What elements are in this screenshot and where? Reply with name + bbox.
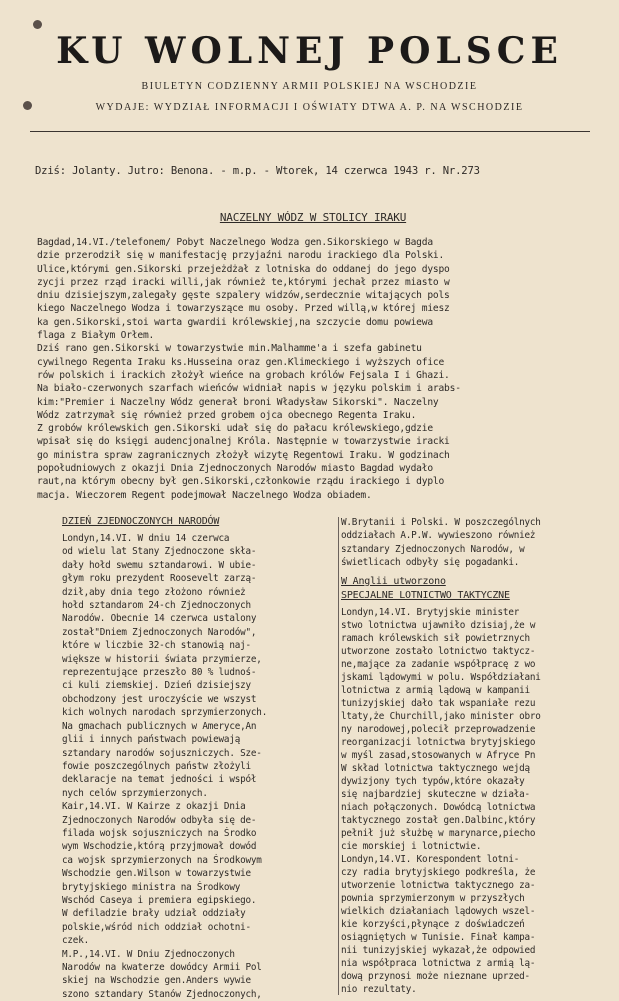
right-column-headline: SPECJALNE LOTNICTWO TAKTYCZNE xyxy=(341,590,510,601)
right-column-kicker: W Anglii utworzono xyxy=(341,576,446,587)
article-line: sztandary narodów sojuszniczych. Sze- xyxy=(62,747,262,759)
article-line: Narodów. Obecnie 14 czerwca ustalony xyxy=(62,613,257,625)
article-line: pownia sprzymierzonym w przyszłych xyxy=(341,893,525,904)
article-line: dową przynosi może nieznane uprzed- xyxy=(341,971,530,982)
article-line: świetlicach odbyły się pogadanki. xyxy=(341,557,520,569)
article-line: dził,aby dnia tego złożono również xyxy=(62,586,246,598)
article-line: nii tunizyjskiej wykazał,że odpowied xyxy=(341,945,536,956)
article-line: Zjednoczonych Narodów odbyła się de- xyxy=(62,814,257,826)
article-line: Wschód Caseya i premiera egipskiego. xyxy=(62,894,257,906)
right-column-article xyxy=(341,606,617,996)
article-line: większe w historii świata przymierze, xyxy=(62,653,262,665)
article-line: utworzone zostało lotnictwo taktycz- xyxy=(341,646,536,657)
left-column-headline: DZIEŃ ZJEDNOCZONYCH NARODÓW xyxy=(62,516,220,527)
article-line: ramach królewskich sił powietrznych xyxy=(341,633,530,644)
article-line: szono sztandary Stanów Zjednoczonych, xyxy=(62,988,262,1000)
article-line: Z grobów królewskich gen.Sikorski udał się do pałacu królewskiego,gdzie xyxy=(37,423,433,435)
article-line: wielkich działaniach lądowych wszel- xyxy=(341,906,536,917)
article-line: fowie poszczególnych państw złożyli xyxy=(62,760,251,772)
article-line: flaga z Białym Orłem. xyxy=(37,330,155,342)
article-line: głym roku prezydent Roosevelt zarzą- xyxy=(62,573,257,585)
masthead-subtitle: BIULETYN CODZIENNY ARMII POLSKIEJ NA WSCHODZIE xyxy=(141,81,478,92)
article-line: cywilnego Regenta Iraku ks.Husseina oraz gen.Klimeckiego i wyższych ofice xyxy=(37,356,445,368)
article-line: ne,mające za zadanie współpracę z wo xyxy=(341,659,536,670)
article-line: jskami lądowymi w polu. Współdziałani xyxy=(341,672,541,683)
article-line: nia współpraca lotnictwa z armią lą- xyxy=(341,958,536,969)
article-line: się najbardziej skuteczne w działa- xyxy=(341,789,530,800)
article-line: dzie przerodził się w manifestację przyjaźni narodu irackiego dla Polski. xyxy=(37,250,445,262)
masthead-title: KU WOLNEJ POLSCE xyxy=(56,30,563,72)
article-line: ca wojsk sprzymierzonych na Środkowym xyxy=(62,854,262,866)
left-column-article xyxy=(62,532,337,1001)
masthead-rule xyxy=(30,131,590,132)
article-line: glii i innych państwach powiewają xyxy=(62,734,241,746)
article-line: dały hołd swemu sztandarowi. W ubie- xyxy=(62,559,257,571)
article-line: Kair,14.VI. W Kairze z okazji Dnia xyxy=(62,801,246,813)
article-line: obchodzony jest uroczyście we wszyst xyxy=(62,693,257,705)
article-line: czek. xyxy=(62,935,89,947)
article-line: popołudniowych z okazji Dnia Zjednoczonych Narodów miasto Bagdad wydało xyxy=(37,463,433,475)
article-line: raut,na którym obecny był gen.Sikorski,członkowie rządu irackiego i dyplo xyxy=(37,476,445,488)
article-line: został"Dniem Zjednoczonych Narodów", xyxy=(62,626,257,638)
article-line: reprezentujące przeszło 80 % ludnoś- xyxy=(62,667,257,679)
article-line: go ministra spraw zagranicznych złożył wizytę Regentowi Iraku. W godzinach xyxy=(37,449,450,461)
article-line: polskie,wśród nich oddział ochotni- xyxy=(62,921,251,933)
article-line: W defiladzie brały udział oddziały xyxy=(62,908,246,920)
article-line: wpisał się do księgi audencjonalnej Króla. Następnie w towarzystwie iracki xyxy=(37,436,450,448)
article-line: dywizjony tych typów,które okazały xyxy=(341,776,525,787)
article-line: Londyn,14.VI. W dniu 14 czerwca xyxy=(62,533,230,544)
article-line: Wschodzie gen.Wilson w towarzystwie xyxy=(62,868,251,880)
article-line: lotnictwa z armią lądową w kampanii xyxy=(341,685,530,696)
article-line: które w liczbie 32-ch stanowią naj- xyxy=(62,640,251,652)
article-line: zycji przez rząd iracki willi,jak również te,którymi jechał przez miasto w xyxy=(37,276,450,288)
article-line: dniu dzisiejszym,zalegały gęste szpalery widzów,serdecznie witających pols xyxy=(37,290,450,302)
article-line: M.P.,14.VI. W Dniu Zjednoczonych xyxy=(62,948,235,960)
article-line: filada wojsk sojuszniczych na Środko xyxy=(62,827,257,839)
article-line: ny narodowej,polecił przeprowadzenie xyxy=(341,724,536,735)
article-line: W skład lotnictwa taktycznego wejdą xyxy=(341,763,530,774)
article-line: macja. Wieczorem Regent podejmował Naczelnego Wodza obiadem. xyxy=(37,489,372,501)
article-line: ci kuli ziemskiej. Dzień dzisiejszy xyxy=(62,680,251,692)
column-divider xyxy=(338,517,339,995)
article-line: osiągniętych w Tunisie. Finał kampa- xyxy=(341,932,536,943)
lead-article xyxy=(37,236,615,502)
article-line: rów polskich i irackich złożył wieńce na grobach królów Fejsala I i Ghazi. xyxy=(37,369,450,381)
dateline: Dziś: Jolanty. Jutro: Benona. - m.p. - Wtorek, 14 czerwca 1943 r. Nr.273 xyxy=(35,165,480,177)
article-line: tunizyjskiej dało tak wspaniałe rezu xyxy=(341,698,536,709)
article-line: W.Brytanii i Polski. W poszczególnych xyxy=(341,517,541,528)
article-line: Dziś rano gen.Sikorski w towarzystwie min.Malhamme'a i szefa gabinetu xyxy=(37,343,422,355)
article-line: ka gen.Sikorski,stoi warta gwardii królewskiej,na szczycie domu powiewa xyxy=(37,316,433,328)
article-line: taktycznego został gen.Dalbinc,który xyxy=(341,815,536,826)
article-line: brytyjskiego ministra na Środkowy xyxy=(62,881,241,893)
article-line: hołd sztandarom 24-ch Zjednoczonych xyxy=(62,600,251,612)
article-line: niach połączonych. Dowódcą lotnictwa xyxy=(341,802,536,813)
article-line: kiego Naczelnego Wodza i towarzyszące mu osoby. Przed willą,w której miesz xyxy=(37,303,450,315)
article-line: ltaty,że Churchill,jako minister obro xyxy=(341,711,541,722)
article-line: nio rezultaty. xyxy=(341,984,417,995)
article-line: Londyn,14.VI. Korespondent lotni- xyxy=(341,854,520,865)
article-line: w myśl zasad,stosowanych w Afryce Pn xyxy=(341,750,536,761)
article-line: kich wolnych narodach sprzymierzonych. xyxy=(62,707,268,719)
lead-headline: NACZELNY WÓDZ W STOLICY IRAKU xyxy=(219,211,407,224)
article-line: utworzenie lotnictwa taktycznego za- xyxy=(341,880,536,891)
masthead-publisher: WYDAJE: WYDZIAŁ INFORMACJI I OŚWIATY DTWA A. P. NA WSCHODZIE xyxy=(95,102,524,113)
article-line: skiej na Wschodzie gen.Anders wywie xyxy=(62,975,251,987)
article-line: pełnił już służbę w marynarce,piecho xyxy=(341,828,536,839)
right-column-top-article xyxy=(341,516,617,570)
article-line: Wódz zatrzymał się również przed grobem ojca obecnego Regenta Iraku. xyxy=(37,409,417,421)
article-line: Na gmachach publicznych w Ameryce,An xyxy=(62,720,257,732)
article-line: oddziałach A.P.W. wywieszono również xyxy=(341,530,536,542)
article-line: Londyn,14.VI. Brytyjskie minister xyxy=(341,607,520,618)
article-line: kim:"Premier i Naczelny Wódz generał broni Władysław Sikorski". Naczelny xyxy=(37,396,439,408)
article-line: stwo lotnictwa ujawniło dzisiaj,że w xyxy=(341,620,536,631)
article-line: Ulice,którymi gen.Sikorski przejeżdżał z lotniska do oddanej do jego dyspo xyxy=(37,263,450,275)
article-line: reorganizacji lotnictwa brytyjskiego xyxy=(341,737,536,748)
article-line: cie morskiej i lotnictwie. xyxy=(341,841,482,852)
punch-hole xyxy=(33,20,42,29)
article-line: od wielu lat Stany Zjednoczone skła- xyxy=(62,546,257,558)
article-line: nych celów sprzymierzonych. xyxy=(62,787,208,799)
article-line: wym Wschodzie,którą przyjmował dowód xyxy=(62,841,257,853)
article-line: czy radia brytyjskiego podkreśla, że xyxy=(341,867,536,878)
article-line: sztandary Zjednoczonych Narodów, w xyxy=(341,543,525,555)
article-line: Bagdad,14.VI./telefonem/ Pobyt Naczelnego Wodza gen.Sikorskiego w Bagda xyxy=(37,237,433,248)
article-line: Narodów na kwaterze dowódcy Armii Pol xyxy=(62,962,262,973)
article-line: Na biało-czerwonych szarfach wieńców widniał napis w języku polskim i arabs- xyxy=(37,383,461,395)
article-line: kie korzyści,płynące z doświadczeń xyxy=(341,919,525,930)
article-line: deklaracje na temat jedności i współ xyxy=(62,774,257,786)
